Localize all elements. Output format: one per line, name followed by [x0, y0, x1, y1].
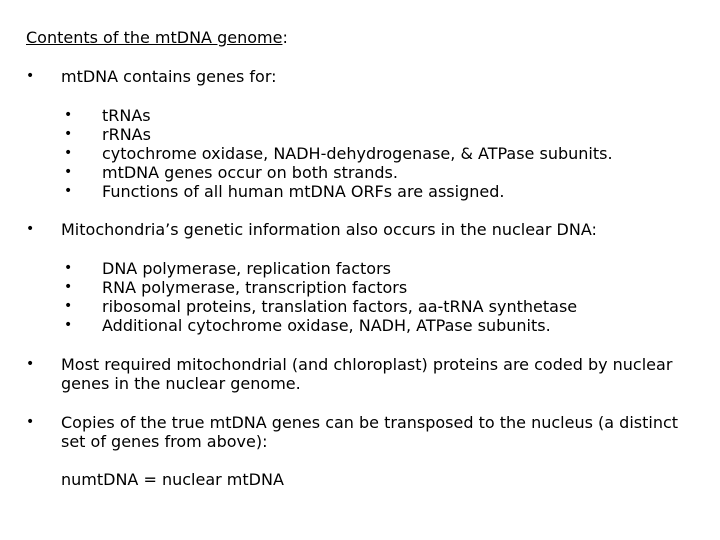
page-title-text: Contents of the mtDNA genome	[26, 28, 283, 47]
sub-item-text: ribosomal proteins, translation factors, aa-tRNA synthetase	[102, 297, 578, 316]
sub-item-text: tRNAs	[102, 106, 151, 125]
sub-list-item	[64, 259, 694, 278]
sub-bullet-dot: •	[64, 164, 73, 180]
footer-line: numtDNA = nuclear mtDNA	[61, 470, 284, 489]
sub-bullet-dot: •	[64, 260, 73, 276]
bullet-text: mtDNA contains genes for:	[61, 67, 277, 86]
bullet-dot: •	[26, 68, 35, 84]
sub-item-text: Additional cytochrome oxidase, NADH, ATPase subunits.	[102, 316, 551, 335]
sub-bullet-dot: •	[64, 145, 73, 161]
bullet-text: Most required mitochondrial (and chloroplast) proteins are coded by nuclear genes in the nuclear genome.	[61, 355, 673, 393]
sub-item-text: cytochrome oxidase, NADH-dehydrogenase, & ATPase subunits.	[102, 144, 613, 163]
sub-bullet-dot: •	[64, 317, 73, 333]
sub-list-item	[64, 163, 694, 182]
sub-bullet-dot: •	[64, 298, 73, 314]
page-title	[26, 28, 288, 47]
sub-bullet-dot: •	[64, 126, 73, 142]
sub-list-item	[64, 125, 694, 144]
sub-list-item	[64, 278, 694, 297]
sub-bullet-dot: •	[64, 279, 73, 295]
sub-list-item	[64, 297, 694, 316]
sub-item-text: RNA polymerase, transcription factors	[102, 278, 408, 297]
bullet-dot: •	[26, 221, 35, 237]
bullet-dot: •	[26, 356, 35, 372]
sub-bullet-dot: •	[64, 107, 73, 123]
bullet-dot: •	[26, 414, 35, 430]
sub-item-text: Functions of all human mtDNA ORFs are assigned.	[102, 182, 505, 201]
sub-item-text: mtDNA genes occur on both strands.	[102, 163, 398, 182]
sub-item-text: rRNAs	[102, 125, 151, 144]
sub-item-text: DNA polymerase, replication factors	[102, 259, 392, 278]
page-title-suffix: :	[282, 28, 288, 47]
bullet-text: Copies of the true mtDNA genes can be transposed to the nucleus (a distinct set of genes from above):	[61, 413, 679, 451]
sub-list	[64, 259, 694, 335]
sub-list-item	[64, 106, 694, 125]
sub-list-item	[64, 144, 694, 163]
bullet-text: Mitochondria’s genetic information also occurs in the nuclear DNA:	[61, 220, 597, 239]
sub-bullet-dot: •	[64, 183, 73, 199]
sub-list-item	[64, 316, 694, 335]
sub-list-item	[64, 182, 694, 201]
sub-list	[64, 106, 694, 201]
